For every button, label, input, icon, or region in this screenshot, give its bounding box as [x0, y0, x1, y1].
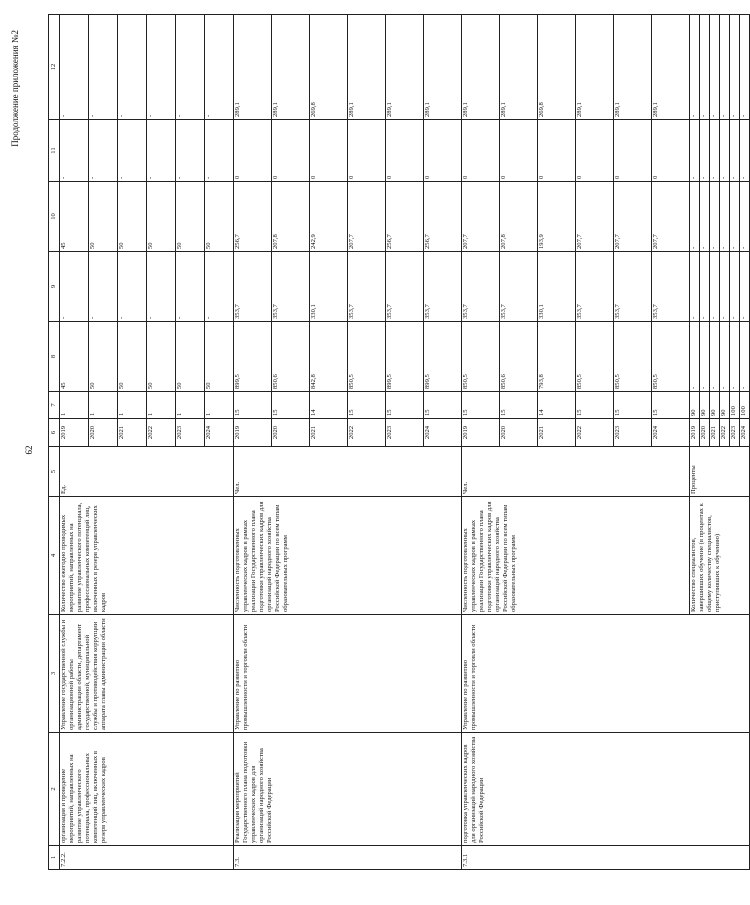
- item-indicator: Количество ежегодно проводимых мероприятий, направленных на развитие управленческого потенциала, профессиональных компетенций лиц, включенных в резерв управленческих кадров: [60, 497, 234, 615]
- value-cell: 15: [234, 392, 272, 419]
- value-cell: 899,5: [386, 322, 424, 392]
- value-cell: -: [720, 322, 730, 392]
- value-cell: -: [720, 120, 730, 182]
- value-cell: 353,7: [614, 252, 652, 322]
- value-cell: 207,7: [652, 182, 690, 252]
- value-cell: -: [720, 15, 730, 120]
- value-cell: 289,1: [652, 15, 690, 120]
- value-cell: -: [60, 252, 89, 322]
- item-unit: Ед.: [60, 447, 234, 497]
- value-cell: -: [89, 252, 118, 322]
- value-cell: 2021: [118, 419, 147, 447]
- value-cell: 50: [176, 182, 205, 252]
- value-cell: -: [730, 252, 740, 322]
- item-name: Реализация мероприятий Государственного плана подготовки управленческих кадров для организаций народного хозяйства Российской Федерации: [234, 733, 462, 846]
- value-cell: -: [730, 15, 740, 120]
- value-cell: 50: [118, 182, 147, 252]
- value-cell: -: [690, 322, 700, 392]
- value-cell: 2021: [710, 419, 720, 447]
- value-cell: 2024: [652, 419, 690, 447]
- value-cell: 850,5: [614, 322, 652, 392]
- value-cell: -: [730, 120, 740, 182]
- value-cell: 1: [147, 392, 176, 419]
- value-cell: 100: [740, 392, 750, 419]
- value-cell: 14: [310, 392, 348, 419]
- value-cell: -: [176, 15, 205, 120]
- value-cell: 793,8: [538, 322, 576, 392]
- value-cell: 2023: [730, 419, 740, 447]
- value-cell: 353,7: [272, 252, 310, 322]
- value-cell: 2020: [89, 419, 118, 447]
- header-cell: 11: [49, 120, 60, 182]
- value-cell: -: [89, 120, 118, 182]
- header-cell: 1: [49, 846, 60, 870]
- item-unit: Чел.: [462, 447, 690, 497]
- value-cell: 2019: [60, 419, 89, 447]
- value-cell: 353,7: [424, 252, 462, 322]
- value-cell: -: [700, 252, 710, 322]
- value-cell: -: [147, 252, 176, 322]
- item-unit: Чел.: [234, 447, 462, 497]
- value-cell: 14: [538, 392, 576, 419]
- value-cell: 242,9: [310, 182, 348, 252]
- value-cell: -: [710, 252, 720, 322]
- value-cell: 1: [205, 392, 234, 419]
- value-cell: -: [710, 120, 720, 182]
- value-cell: -: [205, 252, 234, 322]
- value-cell: -: [740, 322, 750, 392]
- value-cell: 353,7: [234, 252, 272, 322]
- value-cell: 899,5: [424, 322, 462, 392]
- value-cell: -: [700, 322, 710, 392]
- value-cell: -: [740, 120, 750, 182]
- item-indicator: Количество специалистов, завершивших обучение (в процентах к общему количеству специалистов, приступивших к обучению): [690, 497, 750, 615]
- value-cell: 207,7: [462, 182, 500, 252]
- value-cell: 0: [500, 120, 538, 182]
- value-cell: 0: [348, 120, 386, 182]
- value-cell: -: [710, 322, 720, 392]
- table-row: [462, 15, 500, 870]
- value-cell: 45: [60, 182, 89, 252]
- value-cell: 850,5: [348, 322, 386, 392]
- value-cell: 850,6: [500, 322, 538, 392]
- program-table: [48, 14, 750, 870]
- item-number: 7.3.: [234, 846, 462, 870]
- value-cell: -: [740, 15, 750, 120]
- header-cell: 6: [49, 419, 60, 447]
- value-cell: -: [205, 120, 234, 182]
- value-cell: 0: [462, 120, 500, 182]
- value-cell: 50: [205, 322, 234, 392]
- value-cell: 2024: [424, 419, 462, 447]
- value-cell: 256,7: [386, 182, 424, 252]
- value-cell: 899,5: [234, 322, 272, 392]
- value-cell: 15: [348, 392, 386, 419]
- item-executor: Управление по развитию промышленности и торговли области: [234, 615, 462, 733]
- table-row: [60, 15, 89, 870]
- value-cell: 2024: [205, 419, 234, 447]
- value-cell: 15: [462, 392, 500, 419]
- value-cell: -: [730, 322, 740, 392]
- value-cell: -: [60, 120, 89, 182]
- value-cell: 353,7: [348, 252, 386, 322]
- value-cell: 2022: [576, 419, 614, 447]
- value-cell: 0: [272, 120, 310, 182]
- value-cell: -: [730, 182, 740, 252]
- item-number: 7.3.1: [462, 846, 750, 870]
- value-cell: -: [700, 182, 710, 252]
- value-cell: 2020: [272, 419, 310, 447]
- value-cell: 0: [614, 120, 652, 182]
- value-cell: -: [720, 252, 730, 322]
- header-cell: 12: [49, 15, 60, 120]
- value-cell: 850,5: [462, 322, 500, 392]
- value-cell: 207,7: [614, 182, 652, 252]
- value-cell: -: [89, 15, 118, 120]
- value-cell: 50: [147, 182, 176, 252]
- value-cell: -: [176, 120, 205, 182]
- value-cell: 1: [89, 392, 118, 419]
- value-cell: 330,1: [538, 252, 576, 322]
- value-cell: 850,6: [272, 322, 310, 392]
- value-cell: 207,7: [576, 182, 614, 252]
- value-cell: 50: [89, 322, 118, 392]
- value-cell: 15: [500, 392, 538, 419]
- value-cell: 2023: [614, 419, 652, 447]
- value-cell: 353,7: [386, 252, 424, 322]
- value-cell: 256,7: [424, 182, 462, 252]
- value-cell: 269,8: [538, 15, 576, 120]
- table-body: [49, 15, 750, 870]
- value-cell: 850,5: [576, 322, 614, 392]
- value-cell: 353,7: [576, 252, 614, 322]
- value-cell: 2024: [740, 419, 750, 447]
- value-cell: 0: [234, 120, 272, 182]
- item-executor: Управление по развитию промышленности и торговли области: [462, 615, 750, 733]
- value-cell: 90: [710, 392, 720, 419]
- item-name: подготовка управленческих кадров для организаций народного хозяйства Российской Федерации: [462, 733, 750, 846]
- value-cell: 353,7: [652, 252, 690, 322]
- value-cell: 2020: [500, 419, 538, 447]
- item-executor: Управление государственной службы и организационной работы администрации области, департамент государственной, муниципальной службы и противодействия коррупции аппарата главы администрации области: [60, 615, 234, 733]
- value-cell: 15: [272, 392, 310, 419]
- value-cell: 207,7: [348, 182, 386, 252]
- value-cell: 15: [614, 392, 652, 419]
- value-cell: -: [700, 120, 710, 182]
- value-cell: 0: [652, 120, 690, 182]
- value-cell: 50: [147, 322, 176, 392]
- value-cell: 207,8: [272, 182, 310, 252]
- header-cell: 10: [49, 182, 60, 252]
- value-cell: 15: [386, 392, 424, 419]
- value-cell: 100: [730, 392, 740, 419]
- value-cell: 50: [89, 182, 118, 252]
- value-cell: -: [720, 182, 730, 252]
- value-cell: 289,1: [386, 15, 424, 120]
- value-cell: -: [700, 15, 710, 120]
- value-cell: 1: [118, 392, 147, 419]
- value-cell: -: [118, 252, 147, 322]
- value-cell: 193,9: [538, 182, 576, 252]
- value-cell: -: [690, 120, 700, 182]
- continuation-note: Продолжение приложения №2: [10, 30, 20, 147]
- value-cell: 2022: [147, 419, 176, 447]
- value-cell: 0: [538, 120, 576, 182]
- value-cell: 289,1: [462, 15, 500, 120]
- value-cell: 15: [652, 392, 690, 419]
- value-cell: -: [60, 15, 89, 120]
- value-cell: 2021: [310, 419, 348, 447]
- value-cell: 850,5: [652, 322, 690, 392]
- value-cell: 842,8: [310, 322, 348, 392]
- value-cell: 1: [60, 392, 89, 419]
- value-cell: 289,1: [424, 15, 462, 120]
- item-indicator: Численность подготовленных управленческих кадров в рамках реализации Государственного плана подготовки управленческих кадров для организаций народного хозяйства Российской Федерации по всем типам образовательных программ: [234, 497, 462, 615]
- value-cell: 269,8: [310, 15, 348, 120]
- value-cell: 0: [576, 120, 614, 182]
- value-cell: 2022: [720, 419, 730, 447]
- value-cell: 289,1: [348, 15, 386, 120]
- value-cell: -: [118, 120, 147, 182]
- page-number: 62: [24, 445, 34, 455]
- value-cell: 2020: [700, 419, 710, 447]
- value-cell: 15: [424, 392, 462, 419]
- value-cell: -: [205, 15, 234, 120]
- value-cell: -: [690, 15, 700, 120]
- value-cell: -: [710, 15, 720, 120]
- value-cell: 353,7: [500, 252, 538, 322]
- value-cell: 289,1: [614, 15, 652, 120]
- item-number: 7.2.2.: [60, 846, 234, 870]
- value-cell: 1: [176, 392, 205, 419]
- value-cell: 45: [60, 322, 89, 392]
- value-cell: 289,1: [576, 15, 614, 120]
- value-cell: 289,1: [500, 15, 538, 120]
- value-cell: 289,1: [234, 15, 272, 120]
- value-cell: 50: [118, 322, 147, 392]
- value-cell: 2019: [234, 419, 272, 447]
- table-row: [234, 15, 272, 870]
- value-cell: -: [118, 15, 147, 120]
- value-cell: 2019: [462, 419, 500, 447]
- value-cell: 50: [205, 182, 234, 252]
- value-cell: 289,1: [272, 15, 310, 120]
- value-cell: 330,1: [310, 252, 348, 322]
- header-cell: 9: [49, 252, 60, 322]
- value-cell: 353,7: [462, 252, 500, 322]
- item-unit: Проценты: [690, 447, 750, 497]
- value-cell: 207,8: [500, 182, 538, 252]
- value-cell: 256,7: [234, 182, 272, 252]
- value-cell: 0: [386, 120, 424, 182]
- value-cell: 90: [690, 392, 700, 419]
- header-cell: 2: [49, 733, 60, 846]
- value-cell: 15: [576, 392, 614, 419]
- value-cell: 0: [424, 120, 462, 182]
- header-cell: 8: [49, 322, 60, 392]
- value-cell: 0: [310, 120, 348, 182]
- header-cell: 3: [49, 615, 60, 733]
- value-cell: 2023: [176, 419, 205, 447]
- value-cell: -: [176, 252, 205, 322]
- header-cell: 7: [49, 392, 60, 419]
- value-cell: 2022: [348, 419, 386, 447]
- value-cell: -: [147, 120, 176, 182]
- value-cell: 50: [176, 322, 205, 392]
- value-cell: -: [147, 15, 176, 120]
- value-cell: -: [740, 252, 750, 322]
- value-cell: 2023: [386, 419, 424, 447]
- value-cell: 2019: [690, 419, 700, 447]
- value-cell: -: [710, 182, 720, 252]
- value-cell: -: [690, 252, 700, 322]
- value-cell: 2021: [538, 419, 576, 447]
- value-cell: -: [690, 182, 700, 252]
- item-indicator: Численность подготовленных управленческих кадров в рамках реализации Государственного плана подготовки управленческих кадров для организаций народного хозяйства Российской Федерации по всем типам образовательных программ: [462, 497, 690, 615]
- header-cell: 5: [49, 447, 60, 497]
- value-cell: -: [740, 182, 750, 252]
- header-cell: 4: [49, 497, 60, 615]
- item-name: организация и проведение мероприятий, направленных на развитие управленческого потенциала, профессиональных компетенций лиц, включенных в резерв управленческих кадров: [60, 733, 234, 846]
- value-cell: 90: [700, 392, 710, 419]
- table-header-row: [49, 15, 60, 870]
- value-cell: 90: [720, 392, 730, 419]
